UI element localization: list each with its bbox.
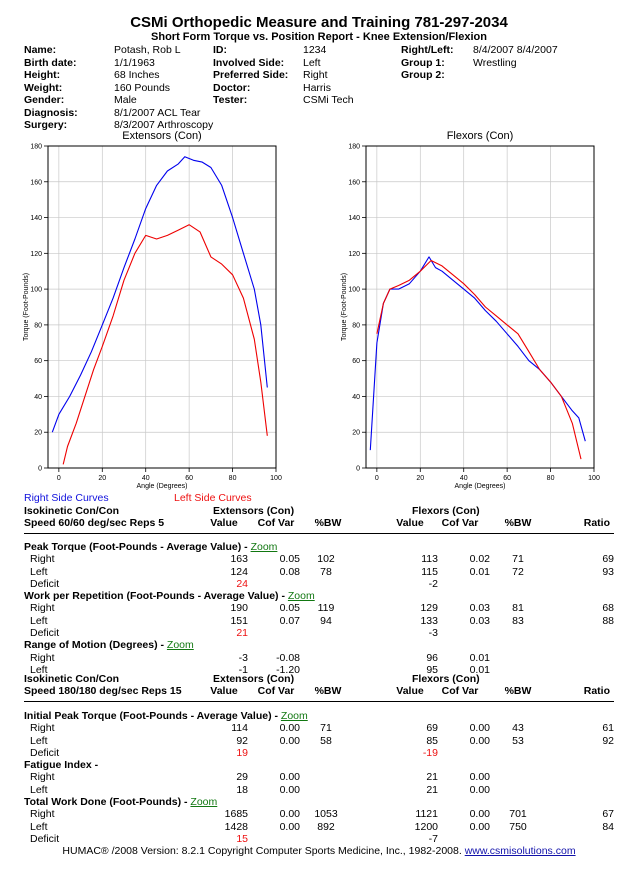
table-cell: 124: [230, 565, 248, 578]
x-axis-label: Angle (Degrees): [454, 483, 506, 490]
patient-info-left: [24, 44, 213, 132]
table-cell: [300, 627, 352, 639]
y-tick-label: 100: [348, 286, 360, 294]
legend-right-side: Right Side Curves: [24, 492, 109, 504]
table-cell: [546, 784, 614, 796]
y-tick-label: 60: [34, 358, 42, 366]
table-cell: 0.00: [279, 783, 300, 796]
table-row: [24, 627, 614, 639]
table-cell: 129: [420, 602, 438, 615]
table-cell: 24: [236, 577, 248, 590]
table-cell: 0.03: [469, 614, 490, 627]
series-line-right: [370, 257, 585, 450]
doctor-value: Harris: [303, 81, 331, 94]
footer: [0, 845, 638, 857]
column-header: Value: [396, 685, 424, 697]
diagnosis-value: 8/1/2007 ACL Tear: [114, 106, 201, 119]
table-cell: 0.02: [469, 553, 490, 566]
table-cell: [490, 833, 546, 845]
table-cell: 0.01: [469, 663, 490, 676]
birth-label: Birth date:: [24, 56, 77, 69]
x-tick-label: 80: [546, 475, 555, 482]
table-cell: 1428: [224, 820, 248, 833]
table-cell: 69: [602, 553, 614, 566]
x-tick-label: 20: [416, 475, 425, 482]
table-row: [24, 553, 614, 565]
table-row: [24, 722, 614, 734]
series-line-right: [52, 157, 267, 433]
section1-header2: Speed 60/60 deg/sec Reps 5: [24, 517, 165, 529]
table-cell: [438, 627, 490, 639]
row-label: Right: [30, 602, 55, 615]
metric-title-text: Initial Peak Torque (Foot-Pounds - Average Value) -: [24, 710, 281, 722]
legend: [24, 492, 109, 504]
metric-title-text: Range of Motion (Degrees) -: [24, 639, 167, 652]
table-cell: 84: [602, 820, 614, 833]
table-row: [24, 566, 614, 578]
y-tick-label: 80: [352, 322, 360, 330]
table-cell: 83: [512, 614, 524, 627]
y-tick-label: 20: [352, 429, 360, 437]
right-left-value: 8/4/2007 8/4/2007: [473, 44, 558, 56]
table-cell: 94: [320, 614, 332, 627]
plot-frame: [366, 146, 594, 468]
table-row: [24, 808, 614, 820]
table-cell: 21: [426, 771, 438, 784]
section1-divider: [24, 533, 614, 534]
row-label: Deficit: [30, 832, 60, 845]
column-header: Value: [396, 517, 424, 529]
zoom-link[interactable]: Zoom: [250, 541, 278, 553]
table-cell: 0.07: [279, 614, 300, 627]
metric-title: [24, 590, 614, 602]
involved-side-value: Left: [303, 56, 321, 69]
chart-title: Flexors (Con): [446, 130, 514, 142]
table-cell: [438, 833, 490, 845]
table-cell: [248, 578, 300, 590]
tester-value: CSMi Tech: [303, 94, 354, 106]
table-cell: 701: [509, 808, 527, 821]
table-cell: 119: [317, 602, 335, 615]
table-cell: [300, 784, 352, 796]
metric-title-text: Total Work Done (Foot-Pounds) -: [24, 796, 191, 809]
table-cell: [546, 652, 614, 664]
y-tick-label: 140: [30, 215, 42, 223]
row-label: Left: [30, 734, 48, 747]
table-cell: 88: [602, 614, 614, 627]
table-row: [24, 602, 614, 614]
column-header: %BW: [314, 685, 342, 697]
height-label: Height:: [24, 69, 61, 81]
group2-label: Group 2:: [401, 69, 445, 81]
table-cell: 72: [512, 565, 524, 578]
table-cell: 750: [509, 820, 527, 833]
table-cell: 0.00: [279, 771, 300, 784]
y-tick-label: 160: [348, 179, 360, 187]
table-row: [24, 652, 614, 664]
row-label: Left: [30, 565, 48, 578]
y-tick-label: 60: [352, 358, 360, 366]
table-cell: -2: [428, 577, 438, 590]
section1-extensors-group: Extensors (Con): [213, 505, 295, 517]
chart-title: Extensors (Con): [122, 130, 202, 142]
table-cell: 92: [236, 734, 248, 747]
column-header: Value: [210, 517, 238, 529]
table-cell: 29: [236, 771, 248, 784]
x-tick-label: 20: [98, 475, 107, 482]
table-cell: [300, 664, 352, 676]
column-header: Cof Var: [257, 517, 295, 529]
section2-table: [24, 710, 614, 845]
y-tick-label: 0: [356, 465, 360, 473]
group1-value: Wrestling: [473, 56, 517, 69]
table-cell: 1053: [314, 808, 338, 821]
table-cell: 92: [602, 734, 614, 747]
birth-value: 1/1/1963: [114, 56, 155, 69]
right-left-label: Right/Left:: [401, 44, 454, 56]
table-row: [24, 771, 614, 783]
table-cell: 133: [420, 614, 438, 627]
zoom-link[interactable]: Zoom: [166, 639, 194, 652]
x-tick-label: 40: [141, 475, 150, 482]
diagnosis-label: Diagnosis:: [24, 106, 78, 119]
column-header: %BW: [504, 517, 532, 529]
table-cell: 0.00: [469, 783, 490, 796]
y-tick-label: 180: [30, 143, 42, 151]
table-cell: [300, 578, 352, 590]
plot-frame: [48, 146, 276, 468]
table-cell: [490, 784, 546, 796]
x-tick-label: 40: [459, 475, 468, 482]
table-cell: 892: [317, 820, 335, 833]
y-tick-label: 120: [30, 250, 42, 258]
table-cell: [490, 664, 546, 676]
flexors-chart: [318, 128, 638, 493]
table-cell: -1: [238, 663, 248, 676]
row-label: Right: [30, 651, 55, 664]
table-cell: 96: [426, 651, 438, 664]
zoom-link[interactable]: Zoom: [280, 710, 308, 722]
column-header: Ratio: [583, 685, 610, 697]
table-cell: -1.20: [276, 663, 300, 676]
section1-header1: Isokinetic Con/Con: [24, 505, 120, 517]
metric-title-text: Peak Torque (Foot-Pounds - Average Value) -: [24, 541, 251, 553]
x-tick-label: 100: [270, 475, 282, 482]
row-label: Right: [30, 553, 55, 566]
id-value: 1234: [303, 44, 327, 56]
table-cell: 0.00: [469, 808, 490, 821]
column-header: Value: [210, 685, 238, 697]
row-label: Deficit: [30, 746, 60, 759]
table-cell: [546, 747, 614, 759]
table-cell: 0.00: [469, 734, 490, 747]
y-tick-label: 120: [348, 250, 360, 258]
table-cell: 21: [426, 783, 438, 796]
section1-table: [24, 541, 614, 676]
involved-side-label: Involved Side:: [213, 56, 285, 69]
row-label: Deficit: [30, 627, 60, 640]
table-cell: 0.00: [469, 771, 490, 784]
section1-flexors-group: Flexors (Con): [412, 505, 480, 517]
group1-label: Group 1:: [401, 56, 445, 69]
table-cell: 68: [602, 602, 614, 615]
table-cell: 0.01: [469, 565, 490, 578]
table-cell: 19: [236, 746, 248, 759]
table-cell: 0.00: [279, 734, 300, 747]
table-cell: [546, 578, 614, 590]
x-tick-label: 80: [228, 475, 237, 482]
table-cell: [546, 627, 614, 639]
id-label: ID:: [213, 44, 227, 56]
y-tick-label: 40: [352, 393, 360, 401]
table-cell: 95: [426, 663, 438, 676]
table-cell: 81: [512, 602, 524, 615]
footer-link[interactable]: www.csmisolutions.com: [464, 845, 576, 857]
table-cell: 0.00: [279, 820, 300, 833]
weight-label: Weight:: [24, 81, 63, 94]
table-cell: 0.00: [469, 820, 490, 833]
table-cell: 0.01: [469, 651, 490, 664]
name-value: Potash, Rob L: [114, 44, 181, 56]
table-cell: 102: [317, 553, 335, 566]
table-row: [24, 784, 614, 796]
table-cell: [248, 833, 300, 845]
table-cell: [300, 747, 352, 759]
table-cell: 0.05: [279, 553, 300, 566]
preferred-side-label: Preferred Side:: [213, 69, 289, 81]
table-row: [24, 747, 614, 759]
x-tick-label: 60: [185, 475, 194, 482]
doctor-label: Doctor:: [213, 81, 251, 94]
patient-info-right: [401, 44, 558, 82]
table-cell: 0.00: [279, 808, 300, 821]
table-cell: 71: [320, 722, 332, 735]
table-cell: [546, 771, 614, 783]
row-label: Left: [30, 663, 48, 676]
row-label: Right: [30, 771, 55, 784]
table-cell: [490, 747, 546, 759]
height-value: 68 Inches: [114, 69, 160, 81]
section2-header2: Speed 180/180 deg/sec Reps 15: [24, 685, 182, 697]
table-cell: 58: [320, 734, 332, 747]
gender-label: Gender:: [24, 94, 65, 106]
row-label: Right: [30, 722, 55, 735]
table-row: [24, 735, 614, 747]
table-row: [24, 578, 614, 590]
table-cell: [490, 627, 546, 639]
x-tick-label: 60: [503, 475, 512, 482]
table-cell: 1200: [414, 820, 438, 833]
row-label: Right: [30, 808, 55, 821]
extensors-chart: [0, 128, 320, 493]
x-axis-label: Angle (Degrees): [136, 483, 188, 490]
section2-divider: [24, 701, 614, 702]
table-row: [24, 821, 614, 833]
y-tick-label: 0: [38, 465, 42, 473]
table-cell: [300, 652, 352, 664]
table-cell: 0.00: [469, 722, 490, 735]
table-cell: -0.08: [276, 651, 300, 664]
table-cell: 114: [231, 722, 248, 735]
metric-title-text: Work per Repetition (Foot-Pounds - Average Value) -: [24, 590, 288, 603]
row-label: Left: [30, 783, 48, 796]
zoom-link[interactable]: Zoom: [287, 590, 315, 603]
x-tick-label: 0: [374, 475, 379, 482]
table-cell: [490, 578, 546, 590]
table-cell: -3: [428, 627, 438, 640]
y-tick-label: 140: [348, 215, 360, 223]
table-cell: [300, 833, 352, 845]
table-row: [24, 615, 614, 627]
table-cell: [490, 771, 546, 783]
table-cell: [248, 627, 300, 639]
weight-value: 160 Pounds: [114, 81, 171, 94]
table-cell: 18: [236, 783, 248, 796]
table-cell: [248, 747, 300, 759]
column-header: Cof Var: [441, 517, 479, 529]
y-tick-label: 160: [30, 179, 42, 187]
table-cell: 113: [421, 553, 438, 566]
column-header: %BW: [314, 517, 342, 529]
legend-left-wrap: [174, 492, 252, 504]
table-cell: [546, 664, 614, 676]
y-tick-label: 100: [30, 286, 42, 294]
table-cell: 85: [426, 734, 438, 747]
table-cell: 163: [230, 553, 248, 566]
footer-text: HUMAC® /2008 Version: 8.2.1 Copyright Computer Sports Medicine, Inc., 1982-2008.: [62, 845, 465, 857]
table-cell: [438, 578, 490, 590]
metric-title: [24, 639, 614, 651]
report-subtitle: Short Form Torque vs. Position Report - Knee Extension/Flexion: [151, 31, 487, 43]
y-tick-label: 80: [34, 322, 42, 330]
table-cell: 67: [602, 808, 614, 821]
table-cell: 78: [320, 565, 332, 578]
tester-label: Tester:: [213, 94, 248, 106]
row-label: Left: [30, 614, 48, 627]
table-cell: 115: [421, 565, 438, 578]
table-cell: 93: [602, 565, 614, 578]
zoom-link[interactable]: Zoom: [190, 796, 218, 809]
y-tick-label: 180: [348, 143, 360, 151]
table-cell: [300, 771, 352, 783]
surgery-value: 8/3/2007 Arthroscopy: [114, 119, 214, 131]
table-row: [24, 833, 614, 845]
table-cell: 21: [236, 627, 248, 640]
table-cell: 1121: [415, 808, 438, 821]
metric-title: [24, 710, 614, 722]
table-cell: -19: [422, 746, 438, 759]
table-cell: 190: [230, 602, 248, 615]
legend-left-side: Left Side Curves: [174, 492, 252, 504]
table-cell: 53: [512, 734, 524, 747]
column-header: %BW: [504, 685, 532, 697]
row-label: Left: [30, 820, 48, 833]
report-title: CSMi Orthopedic Measure and Training 781-297-2034: [130, 14, 508, 31]
table-cell: 15: [236, 832, 248, 845]
table-cell: 43: [512, 722, 524, 735]
x-tick-label: 0: [56, 475, 61, 482]
metric-title: [24, 759, 614, 771]
table-cell: [438, 747, 490, 759]
table-cell: [490, 652, 546, 664]
metric-title: [24, 796, 614, 808]
y-axis-label: Torque (Foot-Pounds): [341, 272, 348, 342]
y-tick-label: 40: [34, 393, 42, 401]
group2-value: [473, 69, 558, 82]
gender-value: Male: [114, 94, 137, 106]
table-cell: 151: [230, 614, 248, 627]
table-cell: 0.05: [279, 602, 300, 615]
table-cell: 0.03: [469, 602, 490, 615]
table-cell: 1685: [224, 808, 248, 821]
table-cell: 69: [426, 722, 438, 735]
name-label: Name:: [24, 44, 57, 56]
preferred-side-value: Right: [303, 69, 328, 81]
table-cell: 71: [512, 553, 524, 566]
surgery-label: Surgery:: [24, 119, 68, 131]
metric-title: [24, 541, 614, 553]
table-cell: [546, 833, 614, 845]
section2-header1: Isokinetic Con/Con: [24, 673, 120, 685]
column-header: Ratio: [583, 517, 610, 529]
y-tick-label: 20: [34, 429, 42, 437]
row-label: Deficit: [30, 577, 60, 590]
table-cell: -3: [238, 651, 248, 664]
column-header: Cof Var: [257, 685, 295, 697]
table-cell: -7: [428, 832, 438, 845]
column-header: Cof Var: [441, 685, 479, 697]
table-cell: 0.00: [279, 722, 300, 735]
section2-flexors-group: Flexors (Con): [412, 673, 480, 685]
table-cell: 0.08: [279, 565, 300, 578]
table-cell: 61: [602, 722, 614, 735]
metric-title-text: Fatigue Index -: [24, 759, 99, 772]
patient-info-middle: [213, 44, 354, 107]
x-tick-label: 100: [588, 475, 600, 482]
section2-extensors-group: Extensors (Con): [213, 673, 295, 685]
y-axis-label: Torque (Foot-Pounds): [23, 272, 30, 342]
